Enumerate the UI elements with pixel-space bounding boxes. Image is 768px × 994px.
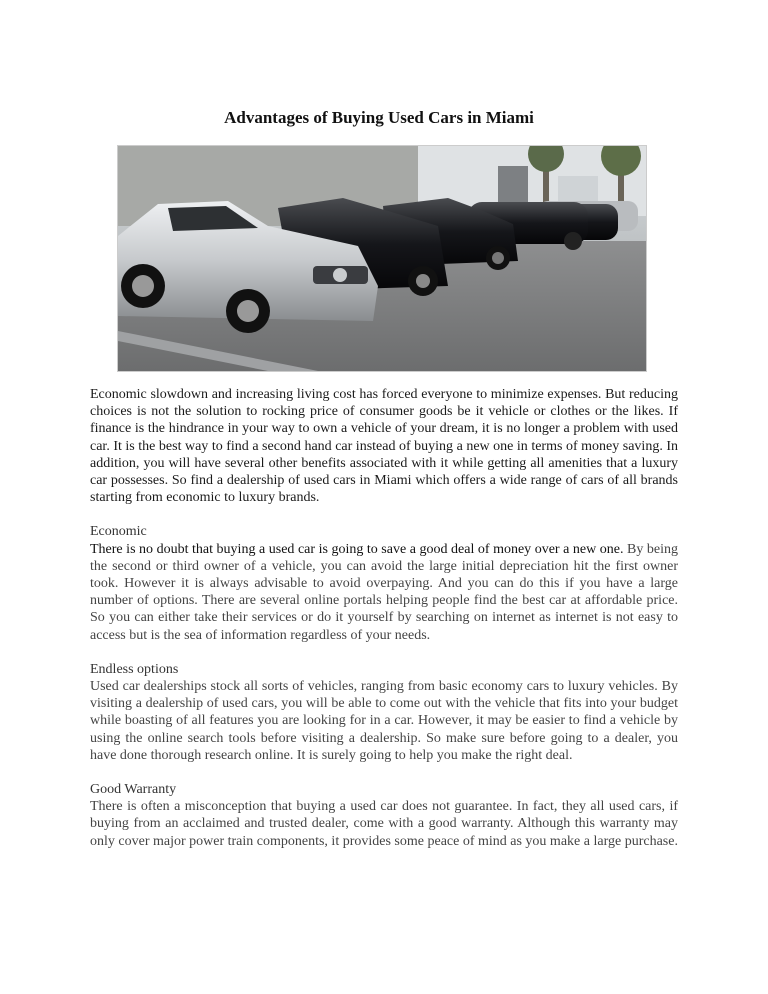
section-body: There is often a misconception that buying a used car does not guarantee. In fact, they all used cars, if buying from an acclaimed and trusted dealer, come with a good warranty. Although this warranty may only cover major power train components, it provides some peace of mind as you make a large purchase. (90, 799, 678, 849)
section-economic (90, 523, 678, 643)
section-body: By being the second or third owner of a vehicle, you can avoid the large initial depreciation hit the first owner took. However it is always advisable to avoid overpaying. And you can do this if you have a large number of options. There are several online portals helping people find the best car at affordable price. So you can either take their services or do it yourself by searching on internet as internet is not easy to access but is the sea of information regardless of your needs. (90, 541, 678, 643)
section-heading: Economic (90, 524, 147, 540)
section-good-warranty (90, 781, 678, 850)
section-lead: There is no doubt that buying a used car is going to save a good deal of money over a new one. (90, 541, 624, 557)
section-heading: Endless options (90, 661, 179, 677)
section-body: Used car dealerships stock all sorts of vehicles, ranging from basic economy cars to luxury vehicles. By visiting a dealership of used cars, you will be able to come out with the vehicle that fits into your budget while boasting of all features you are looking for in a car. However, it may be easier to find a vehicle by using the online search tools before visiting a dealership. So make sure before going to a dealer, you have done thorough research online. It is surely going to help you make the right deal. (90, 679, 678, 763)
document-title: Advantages of Buying Used Cars in Miami (224, 108, 534, 127)
car-lot-photo (117, 145, 647, 372)
document-body (90, 386, 678, 867)
car-lot-photo-icon (118, 146, 646, 371)
section-endless-options (90, 661, 678, 764)
intro-paragraph: Economic slowdown and increasing living cost has forced everyone to minimize expenses. But reducing choices is not the solution to rocking price of consumer goods be it vehicle or clothes or the likes. If finance is the hindrance in your way to own a vehicle of your dream, it is no longer a problem with used car. It is the best way to find a second hand car instead of buying a new one in terms of money saving. In addition, you will have several other benefits associated with it while getting all amenities that a luxury car possesses. So find a dealership of used cars in Miami which offers a wide range of cars of all brands starting from economic to luxury brands. (90, 387, 678, 506)
section-heading: Good Warranty (90, 782, 177, 798)
